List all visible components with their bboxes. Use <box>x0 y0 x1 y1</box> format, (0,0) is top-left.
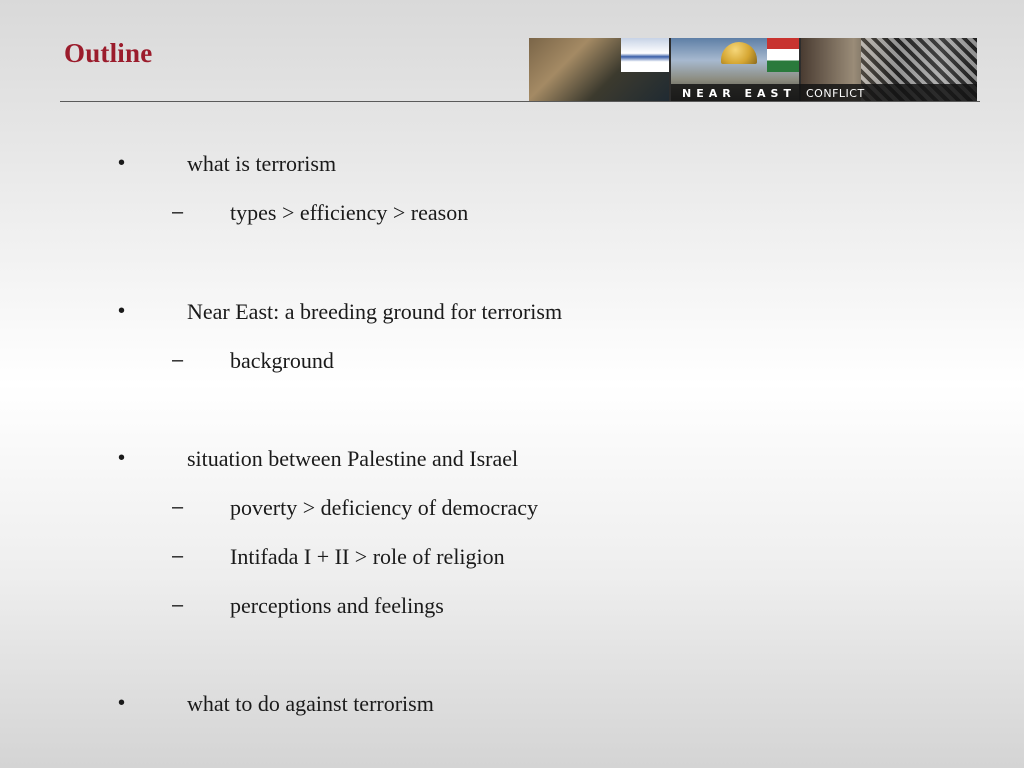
bullet-marker: • <box>118 152 126 174</box>
outline-subitem: poverty > deficiency of democracy <box>230 495 539 520</box>
outline-subitem: background <box>230 348 334 373</box>
slide-title: Outline <box>64 38 153 68</box>
dome-of-the-rock-image <box>721 42 757 64</box>
israel-flag-image <box>621 38 669 72</box>
near-east-conflict-banner <box>529 38 977 102</box>
banner-label <box>671 84 977 102</box>
dash-marker: – <box>172 594 184 616</box>
bullet-marker: • <box>118 447 126 469</box>
dash-marker: – <box>172 201 184 223</box>
banner-photo-soldier <box>529 38 669 102</box>
outline-item: Near East: a breeding ground for terrorism <box>187 299 563 324</box>
banner-conflict-text: CONFLICT <box>806 86 865 100</box>
dash-marker: – <box>172 349 184 371</box>
dash-marker: – <box>172 496 184 518</box>
bullet-marker: • <box>118 692 126 714</box>
title-divider <box>60 101 980 102</box>
dash-marker: – <box>172 545 184 567</box>
palestine-flag-image <box>767 38 799 72</box>
outline-subitem: types > efficiency > reason <box>230 200 469 225</box>
outline-subitem: Intifada I + II > role of religion <box>230 544 505 569</box>
outline-subitem: perceptions and feelings <box>230 593 444 618</box>
outline-item: what is terrorism <box>187 151 337 176</box>
banner-near-east-text: NEAR EAST <box>682 86 796 100</box>
bullet-marker: • <box>118 300 126 322</box>
outline-item: what to do against terrorism <box>187 691 434 716</box>
outline-item: situation between Palestine and Israel <box>187 446 519 471</box>
